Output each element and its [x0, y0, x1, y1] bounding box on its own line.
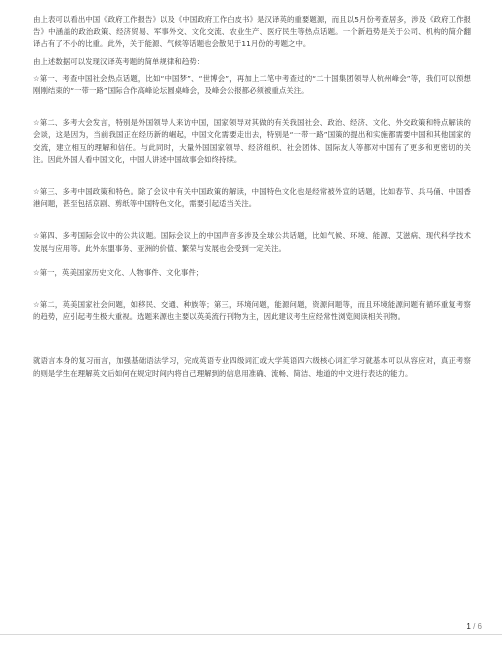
page-footer: [0, 622, 502, 649]
paragraph-summary: 由上述数据可以发现汉译英考题的简单规律和趋势：: [33, 56, 205, 66]
page-current: 1: [466, 622, 471, 631]
page-separator: /: [470, 622, 478, 631]
paragraph-intro: 由上表可以看出中国《政府工作报告》以及《中国政府工作白皮书》是汉译英的重要题源，而且以5月份考查居多，涉及《政府工作报告》中涵盖的政治政策、经济贸易、军事外交、文化交流、农业生产、医疗民生等热点话题。一个新趋势是关于公司、机构的简介翻译占有了不小的比重。此外，关于能源、气候等话题也会散见于11月份的考题之中。: [33, 15, 471, 49]
paragraph-point-3: ☆第三、多考中国政策和特色。除了会议中有关中国政策的解读，中国特色文化也是经常被外宣的话题，比如春节、兵马俑、中国香港问题，甚至包括京剧、剪纸等中国特色文化，需要引起适当关注。: [33, 187, 471, 209]
paragraph-point-1: ☆第一、考查中国社会热点话题，比如“中国梦”、“世博会”，再加上二笔中考查过的“二十国集团领导人杭州峰会”等，我们可以预想刚刚结束的“一带一路”国际合作高峰论坛圆桌峰会，及峰会公报都必须被重点关注。: [33, 73, 471, 96]
document-body: [33, 14, 471, 380]
page-number: [466, 622, 482, 632]
paragraph-english-topic-2: ☆第二，英美国家社会问题，如移民、交通、种族等；第三，环境问题，能源问题，资源问题等，而且环境能源问题有循环重复考察的趋势，应引起考生极大重视。选题来源也主要以英美流行刊物为主，因此建议考生应经常性浏览阅读相关刊物。: [33, 300, 471, 322]
paragraph-point-2: ☆第二、多考大会发言，特别是外国领导人来访中国，国家领导对其做的有关我国社会、政治、经济、文化、外交政策和特点解读的会谈，这是因为，当前我国正在经历新的崛起，中国文化需要走出去，特别是“一带一路”国策的提出和实施都需要中国和其他国家的交流，建立相互的理解和信任。与此同时，大量外国国家领导、经济组织、社会团体、国际友人等都对中国有了更多和更密切的关注。因此外国人看中国文化，中国人讲述中国故事会如终持续。: [33, 118, 471, 164]
paragraph-english-topic-1: ☆第一，英美国家历史文化、人物事件、文化事件；: [33, 267, 204, 277]
footer-divider: [0, 634, 502, 635]
paragraph-point-4: ☆第四、多考国际会议中的公共议题。国际会议上的中国声音多涉及全球公共话题，比如气候、环境、能源、艾滋病、现代科学技术发展与应用等。此外东盟事务、亚洲的价值、繁荣与发展也会受到一定关注。: [33, 231, 471, 253]
page-total: 6: [477, 622, 482, 631]
paragraph-conclusion: 就语言本身的复习而言，加强基础语法学习，完成英语专业四级词汇或大学英语四六级核心词汇学习就基本可以从容应对，真正考察的则是学生在理解英文后如何在规定时间内将自己理解到的信息用准确、流畅、简洁、地道的中文进行表达的能力。: [33, 356, 471, 378]
